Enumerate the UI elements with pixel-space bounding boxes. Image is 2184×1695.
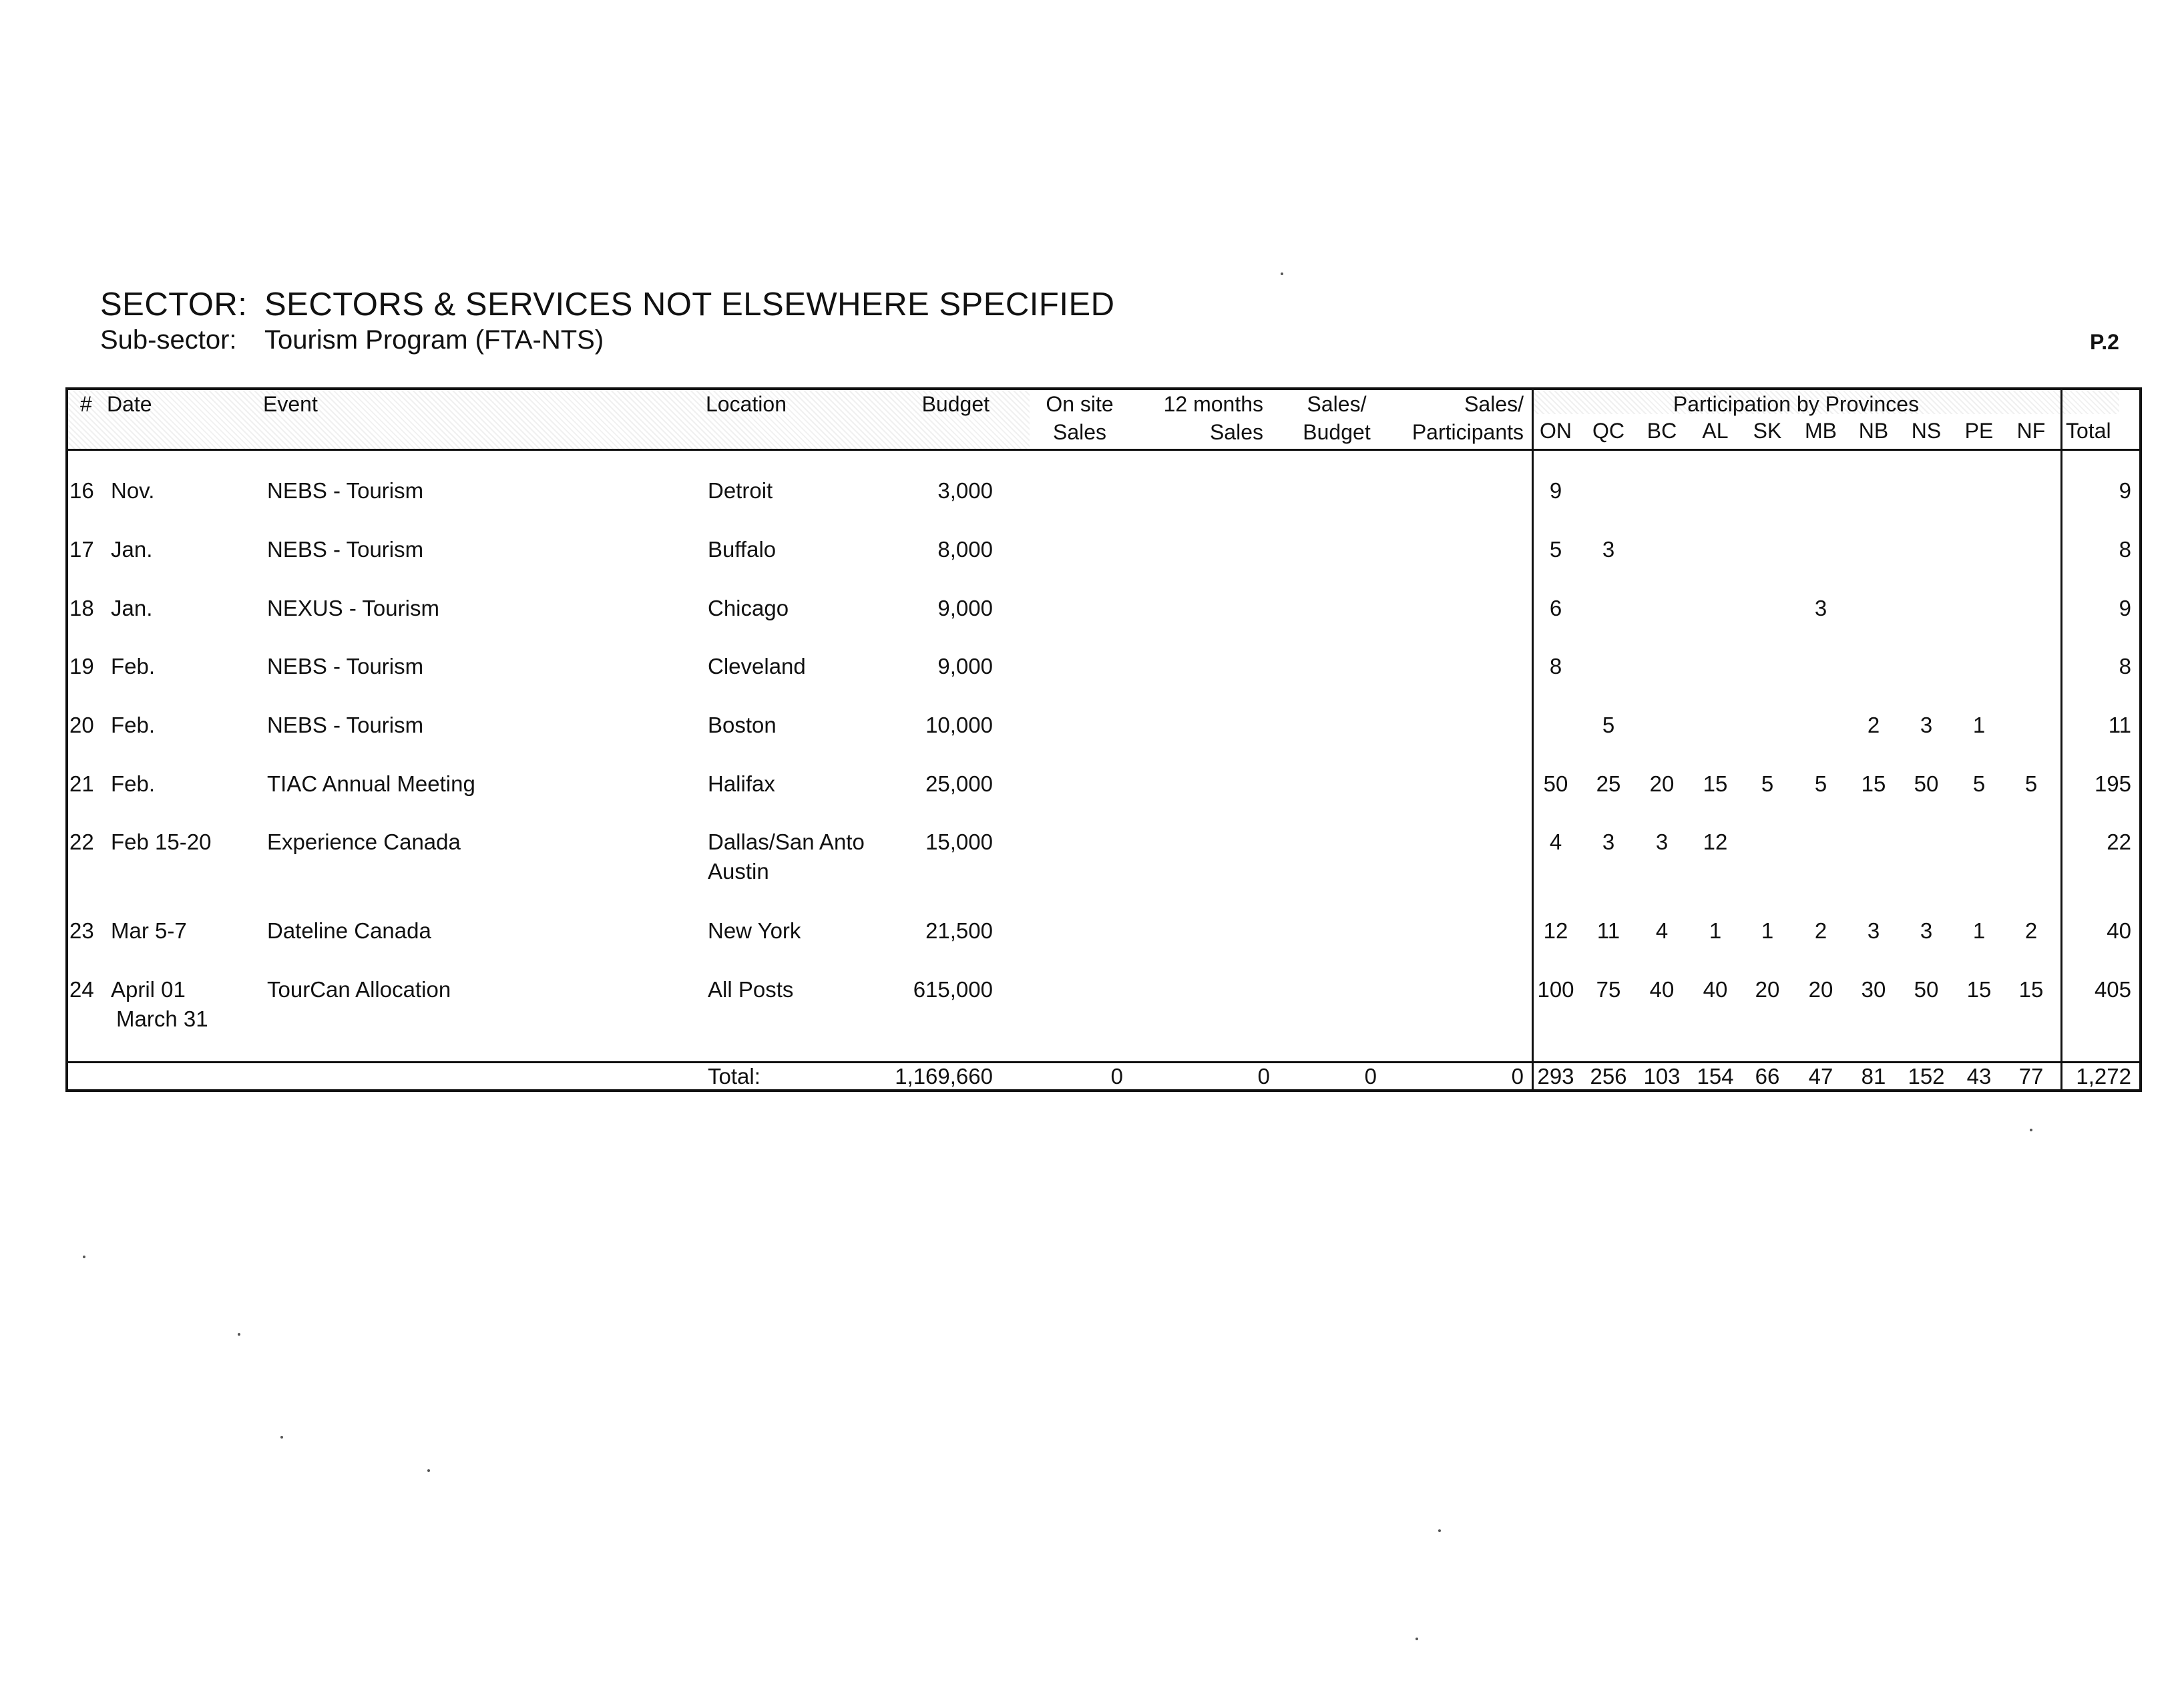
row-prov-nb: 3	[1867, 918, 1880, 943]
sector-heading	[100, 286, 1115, 323]
row-prov-qc: 5	[1602, 713, 1615, 737]
row-location-line2: Austin	[708, 859, 769, 884]
col-sales-participants-line1: Sales/	[1464, 392, 1524, 416]
totals-prov-mb: 47	[1808, 1064, 1833, 1089]
row-prov-qc: 25	[1596, 771, 1621, 796]
row-budget: 25,000	[925, 771, 993, 796]
scan-speck	[280, 1436, 283, 1439]
row-prov-nf: 2	[2024, 918, 2038, 943]
scan-speck	[1438, 1529, 1441, 1532]
row-prov-pe: 1	[1972, 713, 1986, 737]
row-prov-on: 50	[1543, 771, 1568, 796]
report-table	[65, 387, 2142, 1092]
row-date: Nov.	[111, 478, 155, 503]
subsector-label: Sub-sector:	[100, 325, 237, 355]
col-event-header: Event	[263, 392, 318, 416]
row-number: 18	[69, 596, 94, 620]
row-prov-ns: 3	[1920, 713, 1933, 737]
row-prov-ns: 50	[1914, 977, 1939, 1002]
row-number: 16	[69, 478, 94, 503]
row-budget: 15,000	[925, 829, 993, 854]
row-prov-ns: 3	[1920, 918, 1933, 943]
row-prov-nb: 15	[1861, 771, 1886, 796]
scan-speck	[2030, 1129, 2032, 1131]
scan-speck	[83, 1256, 85, 1258]
row-date: Feb.	[111, 654, 156, 679]
totals-label: Total:	[708, 1064, 760, 1089]
row-prov-qc: 11	[1596, 918, 1620, 943]
row-prov-nf: 15	[2018, 977, 2044, 1002]
row-prov-nf: 5	[2024, 771, 2038, 796]
row-event: NEBS - Tourism	[267, 537, 424, 562]
row-budget: 9,000	[937, 654, 993, 679]
row-location: Halifax	[708, 771, 775, 796]
subsector-value: Tourism Program (FTA-NTS)	[264, 325, 604, 355]
row-event: Dateline Canada	[267, 918, 431, 943]
row-number: 22	[69, 829, 94, 854]
row-prov-sk: 1	[1761, 918, 1774, 943]
col-sales-participants-line2: Participants	[1411, 420, 1524, 444]
scan-speck	[427, 1469, 430, 1472]
row-total: 8	[2119, 537, 2131, 562]
col-budget-header: Budget	[921, 392, 990, 416]
row-prov-al: 15	[1703, 771, 1728, 796]
row-number: 17	[69, 537, 94, 562]
col-onsite-header	[1023, 390, 1136, 446]
row-budget: 9,000	[937, 596, 993, 620]
row-prov-mb: 3	[1814, 596, 1827, 620]
row-prov-pe: 15	[1966, 977, 1992, 1002]
row-date: Jan.	[111, 596, 153, 620]
row-event: TIAC Annual Meeting	[267, 771, 475, 796]
row-prov-on: 8	[1549, 654, 1562, 679]
row-prov-bc: 40	[1649, 977, 1675, 1002]
col-months-header	[1136, 390, 1263, 446]
row-number: 24	[69, 977, 94, 1002]
col-date-header: Date	[107, 392, 152, 416]
province-header-nb: NB	[1858, 419, 1889, 443]
row-prov-pe: 5	[1972, 771, 1986, 796]
col-months-line2: Sales	[1209, 420, 1263, 444]
row-prov-al: 40	[1703, 977, 1728, 1002]
row-prov-al: 12	[1703, 829, 1728, 854]
subsector-heading	[100, 325, 604, 355]
col-onsite-line1: On site	[1046, 392, 1114, 416]
row-number: 20	[69, 713, 94, 737]
row-location: Cleveland	[708, 654, 806, 679]
province-header-al: AL	[1702, 419, 1729, 443]
totals-prov-sk: 66	[1755, 1064, 1780, 1089]
row-total: 9	[2119, 596, 2131, 620]
row-total: 8	[2119, 654, 2131, 679]
sector-label: SECTOR:	[100, 287, 248, 323]
sector-value: SECTORS & SERVICES NOT ELSEWHERE SPECIFIED	[264, 287, 1115, 323]
province-header-nf: NF	[2016, 419, 2046, 443]
row-prov-on: 5	[1549, 537, 1562, 562]
row-event: NEBS - Tourism	[267, 713, 424, 737]
totals-prov-ns: 152	[1908, 1064, 1945, 1089]
col-onsite-line2: Sales	[1052, 420, 1107, 444]
totals-prov-qc: 256	[1590, 1064, 1627, 1089]
province-header-bc: BC	[1647, 419, 1677, 443]
totals-prov-nf: 77	[2018, 1064, 2044, 1089]
scan-speck	[238, 1333, 240, 1336]
row-prov-on: 12	[1543, 918, 1568, 943]
row-total: 195	[2094, 771, 2131, 796]
totals-budget: 1,169,660	[895, 1064, 993, 1089]
province-header-sk: SK	[1753, 419, 1782, 443]
scan-speck	[1281, 272, 1283, 275]
row-prov-mb: 5	[1814, 771, 1827, 796]
row-prov-mb: 20	[1808, 977, 1833, 1002]
row-event: Experience Canada	[267, 829, 461, 854]
row-prov-on: 4	[1549, 829, 1562, 854]
totals-sales-budget: 0	[1364, 1064, 1377, 1089]
row-date: Feb 15-20	[111, 829, 212, 854]
row-date: April 01	[111, 977, 186, 1002]
col-participation-header: Participation by Provinces	[1673, 392, 1920, 416]
page-number: P.2	[2090, 330, 2119, 354]
row-budget: 21,500	[925, 918, 993, 943]
col-sales-budget-header	[1290, 390, 1383, 446]
province-header-on: ON	[1540, 419, 1572, 443]
totals-sales-participants: 0	[1511, 1064, 1524, 1089]
province-header-ns: NS	[1911, 419, 1942, 443]
row-number: 23	[69, 918, 94, 943]
row-prov-nb: 2	[1867, 713, 1880, 737]
col-months-line1: 12 months	[1163, 392, 1263, 416]
row-location: Chicago	[708, 596, 789, 620]
row-number: 19	[69, 654, 94, 679]
col-sales-budget-line1: Sales/	[1307, 392, 1367, 416]
row-total: 405	[2094, 977, 2131, 1002]
row-prov-qc: 3	[1602, 829, 1615, 854]
row-prov-sk: 20	[1755, 977, 1780, 1002]
row-location: Detroit	[708, 478, 773, 503]
col-location-header: Location	[706, 392, 787, 416]
row-total: 11	[2108, 713, 2131, 737]
row-budget: 8,000	[937, 537, 993, 562]
row-date-line2: March 31	[116, 1006, 208, 1031]
row-date: Feb.	[111, 713, 156, 737]
row-prov-mb: 2	[1814, 918, 1827, 943]
row-prov-ns: 50	[1914, 771, 1939, 796]
row-prov-on: 6	[1549, 596, 1562, 620]
row-total: 40	[2107, 918, 2131, 943]
province-header-qc: QC	[1592, 419, 1624, 443]
row-event: NEBS - Tourism	[267, 654, 424, 679]
col-sales-participants-header	[1390, 390, 1524, 446]
row-prov-pe: 1	[1972, 918, 1986, 943]
totals-prov-bc: 103	[1643, 1064, 1681, 1089]
province-right-divider	[2060, 390, 2062, 1089]
row-prov-al: 1	[1709, 918, 1722, 943]
province-header-mb: MB	[1805, 419, 1837, 443]
row-prov-nb: 30	[1861, 977, 1886, 1002]
row-number: 21	[69, 771, 94, 796]
col-num-header: #	[80, 392, 92, 416]
row-date: Jan.	[111, 537, 153, 562]
row-budget: 10,000	[925, 713, 993, 737]
row-prov-bc: 20	[1649, 771, 1675, 796]
totals-prov-nb: 81	[1861, 1064, 1886, 1089]
totals-months: 0	[1257, 1064, 1270, 1089]
header-divider	[68, 449, 2139, 451]
row-location: Dallas/San Anto	[708, 829, 865, 854]
row-total: 22	[2107, 829, 2131, 854]
row-date: Feb.	[111, 771, 156, 796]
row-event: NEBS - Tourism	[267, 478, 424, 503]
row-total: 9	[2119, 478, 2131, 503]
row-budget: 615,000	[913, 977, 993, 1002]
row-prov-sk: 5	[1761, 771, 1774, 796]
totals-prov-al: 154	[1697, 1064, 1734, 1089]
row-location: New York	[708, 918, 801, 943]
row-prov-on: 9	[1549, 478, 1562, 503]
row-event: NEXUS - Tourism	[267, 596, 439, 620]
totals-total: 1,272	[2076, 1064, 2131, 1089]
row-date: Mar 5-7	[111, 918, 187, 943]
row-prov-bc: 4	[1655, 918, 1669, 943]
row-prov-on: 100	[1537, 977, 1574, 1002]
scan-speck	[1415, 1638, 1418, 1640]
totals-prov-pe: 43	[1966, 1064, 1992, 1089]
row-location: Buffalo	[708, 537, 777, 562]
totals-prov-on: 293	[1537, 1064, 1574, 1089]
totals-onsite: 0	[1110, 1064, 1123, 1089]
province-header-pe: PE	[1964, 419, 1994, 443]
col-sales-budget-line2: Budget	[1303, 420, 1371, 444]
row-event: TourCan Allocation	[267, 977, 451, 1002]
col-total-header: Total	[2066, 419, 2111, 443]
row-prov-bc: 3	[1655, 829, 1669, 854]
row-prov-qc: 3	[1602, 537, 1615, 562]
row-location: All Posts	[708, 977, 794, 1002]
row-prov-qc: 75	[1596, 977, 1621, 1002]
row-location: Boston	[708, 713, 777, 737]
row-budget: 3,000	[937, 478, 993, 503]
